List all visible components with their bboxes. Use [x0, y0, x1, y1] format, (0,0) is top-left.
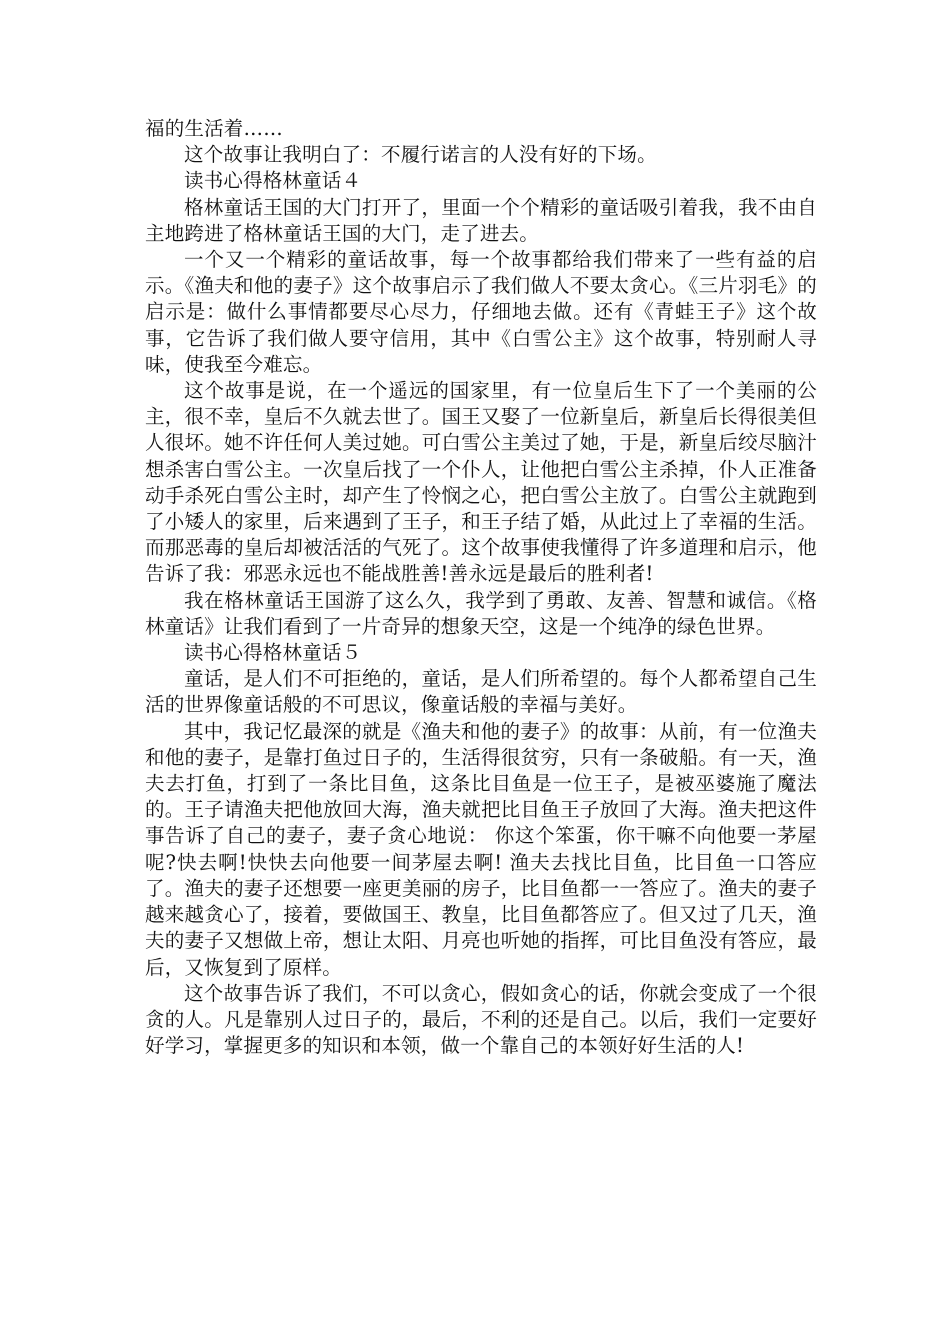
paragraph-4: 格林童话王国的大门打开了，里面一个个精彩的童话吸引着我，我不由自主地跨进了格林童话王国的大门，走了进去。 — [145, 195, 817, 245]
paragraph-7: 我在格林童话王国游了这么久，我学到了勇敢、友善、智慧和诚信。《格林童话》让我们看到了一片奇异的想象天空，这是一个纯净的绿色世界。 — [145, 588, 817, 638]
paragraph-9: 童话，是人们不可拒绝的，童话，是人们所希望的。每个人都希望自己生活的世界像童话般的不可思议，像童话般的幸福与美好。 — [145, 667, 817, 717]
section-heading-4: 读书心得格林童话４ — [184, 169, 362, 193]
section-heading-5: 读书心得格林童话５ — [184, 641, 362, 665]
paragraph-1: 福的生活着…… — [145, 117, 283, 140]
paragraph-11: 这个故事告诉了我们，不可以贪心，假如贪心的话，你就会变成了一个很贪的人。凡是靠别人过日子的，最后，不利的还是自己。以后，我们一定要好好学习，掌握更多的知识和本领，做一个靠自己的本领好好生活的人! — [145, 981, 817, 1058]
paragraph-10: 其中，我记忆最深的就是《渔夫和他的妻子》的故事：从前，有一位渔夫和他的妻子，是靠打鱼过日子的，生活得很贫穷，只有一条破船。有一天，渔夫去打鱼，打到了一条比目鱼，这条比目鱼是一位王子，是被巫婆施了魔法的。王子请渔夫把他放回大海，渔夫就把比目鱼王子放回了大海。渔夫把这件事告诉了自己的妻子，妻子贪心地说： 你这个笨蛋，你干嘛不向他要一茅屋呢?快去啊!快快去向他要一间茅屋去啊! 渔夫去找比目鱼，比目鱼一口答应了。渔夫的妻子还想要一座更美丽的房子，比目鱼都一一答应了。渔夫的妻子越来越贪心了，接着，要做国王、教皇，比目鱼都答应了。但又过了几天，渔夫的妻子又想做上帝，想让太阳、月亮也听她的指挥，可比目鱼没有答应，最后，又恢复到了原样。 — [145, 719, 817, 979]
paragraph-2: 这个故事让我明白了：不履行诺言的人没有好的下场。 — [184, 143, 657, 167]
paragraph-6: 这个故事是说，在一个遥远的国家里，有一位皇后生下了一个美丽的公主，很不幸，皇后不久就去世了。国王又娶了一位新皇后，新皇后长得很美但人很坏。她不许任何人美过她。可白雪公主美过了她，于是，新皇后绞尽脑汁想杀害白雪公主。一次皇后找了一个仆人，让他把白雪公主杀掉，仆人正准备动手杀死白雪公主时，却产生了怜悯之心，把白雪公主放了。白雪公主就跑到了小矮人的家里，后来遇到了王子，和王子结了婚，从此过上了幸福的生活。而那恶毒的皇后却被活活的气死了。这个故事使我懂得了许多道理和启示，他告诉了我：邪恶永远也不能战胜善!善永远是最后的胜利者! — [145, 379, 817, 586]
document-body — [145, 116, 817, 1059]
paragraph-5: 一个又一个精彩的童话故事，每一个故事都给我们带来了一些有益的启示。《渔夫和他的妻子》这个故事启示了我们做人不要太贪心。《三片羽毛》的启示是：做什么事情都要尽心尽力，仔细地去做。还有《青蛙王子》这个故事，它告诉了我们做人要守信用，其中《白雪公主》这个故事，特别耐人寻味，使我至今难忘。 — [145, 248, 817, 376]
